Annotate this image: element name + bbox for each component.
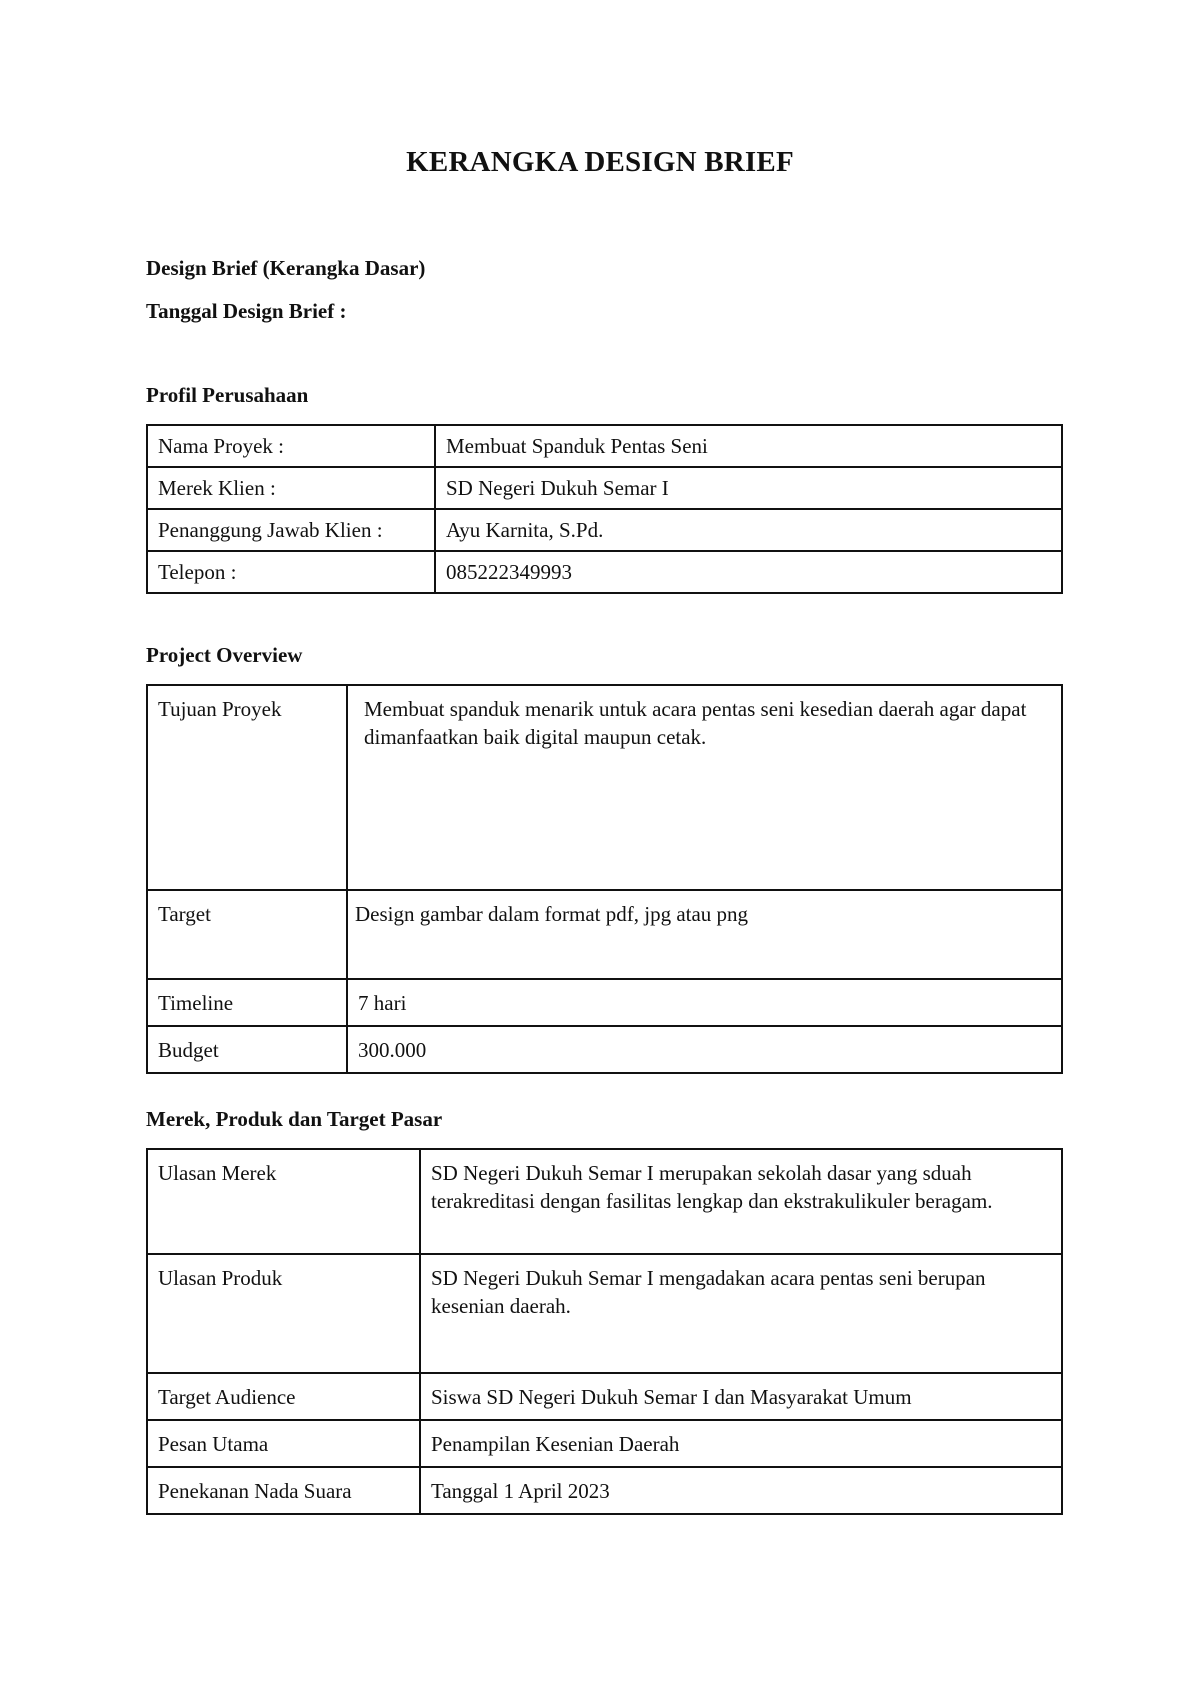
table-row xyxy=(147,979,1062,1026)
row-label: Ulasan Produk xyxy=(147,1254,420,1373)
row-label: Telepon : xyxy=(147,551,435,593)
table-row xyxy=(147,1026,1062,1073)
row-label: Pesan Utama xyxy=(147,1420,420,1467)
row-value: Penampilan Kesenian Daerah xyxy=(420,1420,1062,1467)
row-label: Timeline xyxy=(147,979,347,1026)
table-row xyxy=(147,551,1062,593)
table-row xyxy=(147,509,1062,551)
row-label: Nama Proyek : xyxy=(147,425,435,467)
row-label: Penanggung Jawab Klien : xyxy=(147,509,435,551)
table-row xyxy=(147,1149,1062,1254)
row-value: Ayu Karnita, S.Pd. xyxy=(435,509,1062,551)
row-value: SD Negeri Dukuh Semar I xyxy=(435,467,1062,509)
row-label: Ulasan Merek xyxy=(147,1149,420,1254)
page-title: KERANGKA DESIGN BRIEF xyxy=(406,146,794,178)
row-label: Tujuan Proyek xyxy=(147,685,347,890)
brief-subtitle: Design Brief (Kerangka Dasar) xyxy=(146,256,426,280)
row-value: SD Negeri Dukuh Semar I mengadakan acara pentas seni berupan kesenian daerah. xyxy=(420,1254,1062,1373)
row-label: Target xyxy=(147,890,347,979)
table-row xyxy=(147,425,1062,467)
row-value: 085222349993 xyxy=(435,551,1062,593)
table-row xyxy=(147,890,1062,979)
brief-date-label: Tanggal Design Brief : xyxy=(146,299,347,323)
row-value: 300.000 xyxy=(347,1026,1062,1073)
row-label: Target Audience xyxy=(147,1373,420,1420)
row-label: Merek Klien : xyxy=(147,467,435,509)
table-row xyxy=(147,685,1062,890)
table-row xyxy=(147,467,1062,509)
overview-table xyxy=(146,684,1063,1074)
row-label: Penekanan Nada Suara xyxy=(147,1467,420,1514)
table-row xyxy=(147,1420,1062,1467)
table-row xyxy=(147,1373,1062,1420)
row-value: Siswa SD Negeri Dukuh Semar I dan Masyarakat Umum xyxy=(420,1373,1062,1420)
table-row xyxy=(147,1467,1062,1514)
table-row xyxy=(147,1254,1062,1373)
row-value: SD Negeri Dukuh Semar I merupakan sekolah dasar yang sduah terakreditasi dengan fasilitas lengkap dan ekstrakulikuler beragam. xyxy=(420,1149,1062,1254)
row-value: Membuat spanduk menarik untuk acara pentas seni kesedian daerah agar dapat dimanfaatkan baik digital maupun cetak. xyxy=(347,685,1062,890)
section-heading-profile: Profil Perusahaan xyxy=(146,383,309,407)
row-value: Tanggal 1 April 2023 xyxy=(420,1467,1062,1514)
row-value: Design gambar dalam format pdf, jpg atau png xyxy=(347,890,1062,979)
market-table xyxy=(146,1148,1063,1515)
row-value: 7 hari xyxy=(347,979,1062,1026)
section-heading-overview: Project Overview xyxy=(146,643,303,667)
profile-table xyxy=(146,424,1063,594)
row-label: Budget xyxy=(147,1026,347,1073)
row-value: Membuat Spanduk Pentas Seni xyxy=(435,425,1062,467)
section-heading-market: Merek, Produk dan Target Pasar xyxy=(146,1107,443,1131)
